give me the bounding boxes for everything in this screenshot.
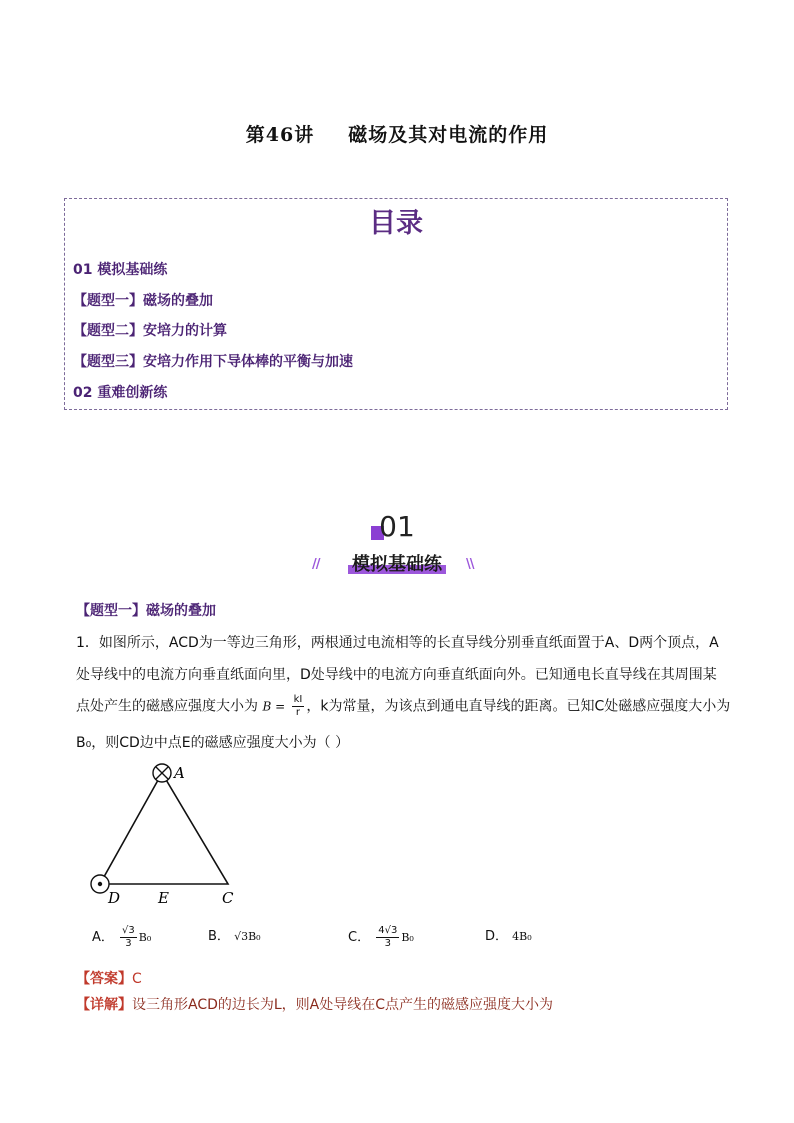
label-a: A bbox=[174, 764, 185, 782]
question-line-3a: 点处产生的磁感应强度大小为 bbox=[76, 698, 258, 715]
choice-c-letter: C． bbox=[348, 930, 371, 945]
choice-c[interactable] bbox=[348, 925, 414, 950]
choice-d-letter: D． bbox=[485, 929, 509, 944]
choice-c-numerator: 4√3 bbox=[378, 925, 398, 936]
section-number: 01 bbox=[379, 510, 415, 543]
toc-item-type-2[interactable]: 【题型二】安培力的计算 bbox=[73, 323, 227, 339]
question-line-1: 1．如图所示，ACD为一等边三角形，两根通过电流相等的长直导线分别垂直纸面置于A、D两个顶点，A bbox=[76, 635, 719, 651]
answer-line bbox=[76, 968, 142, 988]
toc-item-type-1[interactable]: 【题型一】磁场的叠加 bbox=[73, 293, 213, 309]
choice-a-letter: A． bbox=[92, 930, 114, 945]
label-d: D bbox=[108, 889, 121, 907]
detail-line bbox=[76, 994, 553, 1014]
lecture-topic: 磁场及其对电流的作用 bbox=[348, 124, 549, 146]
table-of-contents bbox=[64, 198, 728, 410]
answer-value: C bbox=[132, 971, 142, 987]
choice-a[interactable] bbox=[92, 925, 151, 950]
label-c: C bbox=[222, 889, 234, 907]
question-line-4: B₀，则CD边中点E的磁感应强度大小为（ ） bbox=[76, 735, 350, 751]
toc-item-section-02[interactable]: 02 重难创新练 bbox=[73, 385, 168, 401]
question-type-heading: 【题型一】磁场的叠加 bbox=[76, 603, 216, 619]
triangle-figure bbox=[84, 760, 254, 910]
section-label: 模拟基础练 bbox=[352, 554, 442, 575]
page-title bbox=[0, 120, 794, 147]
label-e: E bbox=[158, 889, 169, 907]
choice-b-expression: √3B₀ bbox=[234, 930, 261, 943]
question-line-3 bbox=[76, 694, 730, 719]
formula-fraction bbox=[292, 694, 305, 719]
triangle-acd bbox=[100, 773, 228, 884]
formula-denominator: r bbox=[295, 707, 301, 718]
banner-slash-right: \\ bbox=[466, 557, 474, 572]
question-line-2: 处导线中的电流方向垂直纸面向里，D处导线中的电流方向垂直纸面向外。已知通电长直导线在其周围某 bbox=[76, 667, 717, 683]
choice-b[interactable] bbox=[208, 925, 261, 944]
lecture-number: 第46讲 bbox=[245, 124, 315, 146]
answer-tag: 【答案】 bbox=[76, 971, 132, 987]
toc-heading: 目录 bbox=[369, 208, 423, 239]
choice-c-tail: B₀ bbox=[401, 931, 414, 944]
banner-slash-left: // bbox=[312, 557, 320, 572]
choice-d[interactable] bbox=[485, 925, 532, 944]
choice-a-fraction bbox=[120, 925, 137, 950]
formula-numerator: kI bbox=[293, 694, 303, 705]
current-into-page-icon bbox=[153, 764, 171, 782]
detail-tag: 【详解】 bbox=[76, 997, 132, 1013]
section-banner bbox=[0, 550, 794, 576]
choice-a-tail: B₀ bbox=[138, 931, 152, 944]
formula-lhs: B = bbox=[262, 699, 286, 714]
detail-text: 设三角形ACD的边长为L，则A处导线在C点产生的磁感应强度大小为 bbox=[132, 997, 554, 1013]
choice-d-expression: 4B₀ bbox=[512, 930, 532, 943]
toc-item-section-01[interactable]: 01 模拟基础练 bbox=[73, 262, 168, 278]
question-line-3b: ，k为常量，为该点到通电直导线的距离。已知C处磁感应强度大小为 bbox=[306, 698, 731, 715]
current-out-of-page-icon bbox=[91, 875, 109, 893]
choice-a-numerator: √3 bbox=[122, 925, 135, 936]
choice-b-letter: B． bbox=[208, 929, 230, 944]
choice-c-fraction bbox=[376, 925, 399, 950]
toc-item-type-3[interactable]: 【题型三】安培力作用下导体棒的平衡与加速 bbox=[73, 354, 353, 370]
choice-a-denominator: 3 bbox=[125, 938, 132, 949]
choice-c-denominator: 3 bbox=[384, 938, 391, 949]
